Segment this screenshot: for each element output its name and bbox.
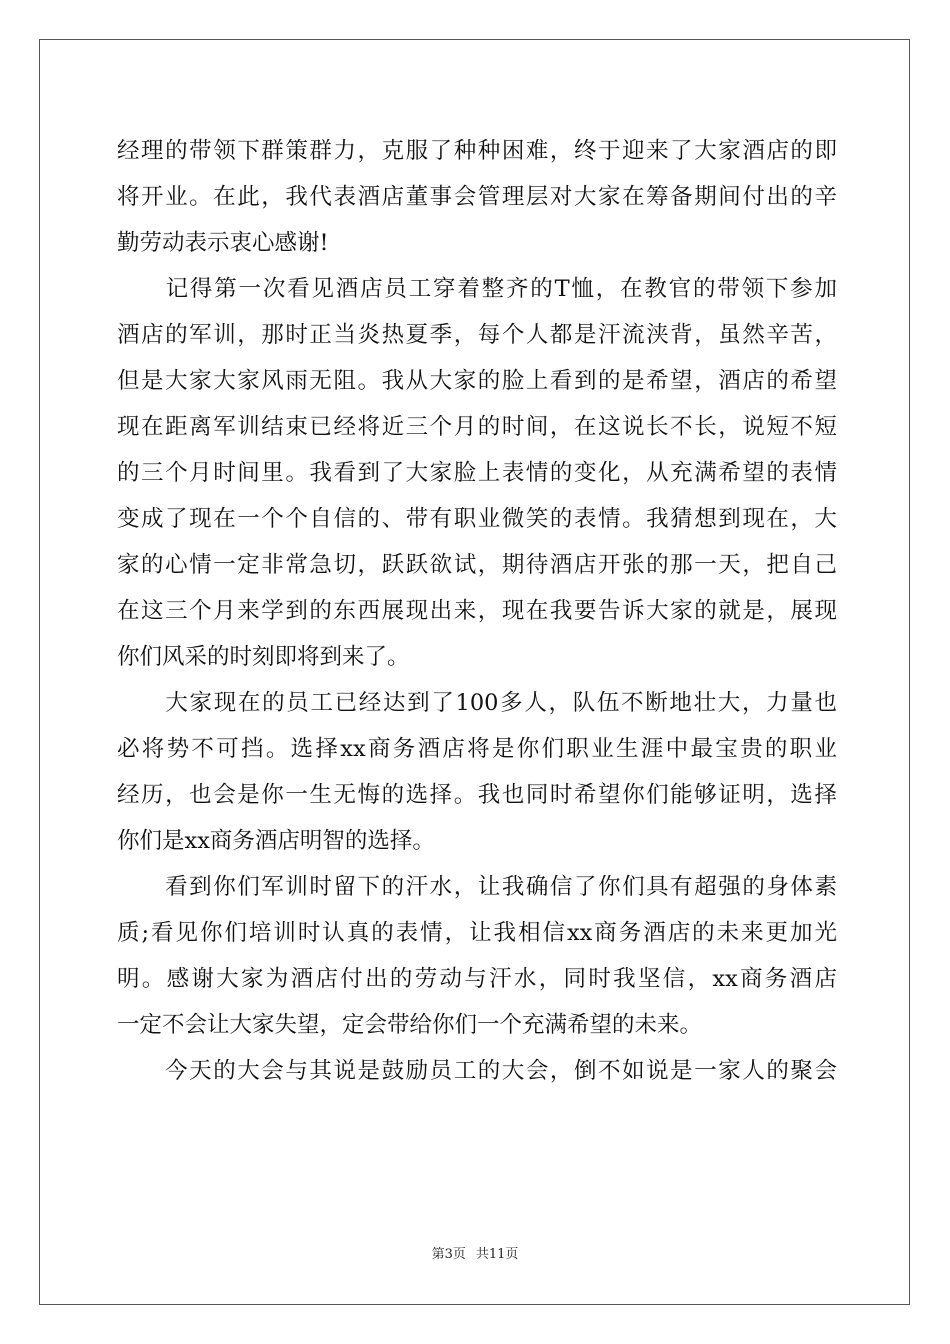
text-line: 勤劳动表示衷心感谢!: [117, 230, 329, 256]
text-line: 经理的带领下群策群力，克服了种种困难，终于迎来了大家酒店的即: [117, 138, 837, 164]
text-line: 今天的大会与其说是鼓励员工的大会，倒不如说是一家人的聚会: [117, 1058, 837, 1084]
text-line: 你们是xx商务酒店明智的选择。: [117, 828, 435, 854]
text-line: 经历，也会是你一生无悔的选择。我也同时希望你们能够证明，选择: [117, 782, 837, 808]
text-line: 你们风采的时刻即将到来了。: [117, 644, 410, 670]
text-line: 一定不会让大家失望，定会带给你们一个充满希望的未来。: [117, 1012, 703, 1038]
text-line: 酒店的军训，那时正当炎热夏季，每个人都是汗流浃背，虽然辛苦，: [117, 322, 837, 348]
text-line: 记得第一次看见酒店员工穿着整齐的T恤，在教官的带领下参加: [117, 276, 837, 302]
text-line: 但是大家大家风雨无阻。我从大家的脸上看到的是希望，酒店的希望: [117, 368, 837, 394]
text-line: 质;看见你们培训时认真的表情，让我相信xx商务酒店的未来更加光: [117, 920, 837, 946]
page-total: 共11页: [475, 1247, 519, 1262]
text-line: 看到你们军训时留下的汗水，让我确信了你们具有超强的身体素: [117, 874, 837, 900]
text-line: 的三个月时间里。我看到了大家脸上表情的变化，从充满希望的表情: [117, 460, 837, 486]
text-line: 在这三个月来学到的东西展现出来，现在我要告诉大家的就是，展现: [117, 598, 837, 624]
text-line: 家的心情一定非常急切，跃跃欲试，期待酒店开张的那一天，把自己: [117, 552, 837, 578]
text-line: 现在距离军训结束已经将近三个月的时间，在这说长不长，说短不短: [117, 414, 837, 440]
page-footer: [0, 1243, 950, 1262]
text-line: 将开业。在此，我代表酒店董事会管理层对大家在筹备期间付出的辛: [117, 184, 837, 210]
text-line: 变成了现在一个个自信的、带有职业微笑的表情。我猜想到现在，大: [117, 506, 837, 532]
text-line: 大家现在的员工已经达到了100多人，队伍不断地壮大，力量也: [117, 690, 837, 716]
text-line: 明。感谢大家为酒店付出的劳动与汗水，同时我坚信，xx商务酒店: [117, 966, 837, 992]
text-line: 必将势不可挡。选择xx商务酒店将是你们职业生涯中最宝贵的职业: [117, 736, 837, 762]
document-body: [117, 128, 837, 1094]
page-number: 第3页: [431, 1247, 466, 1262]
